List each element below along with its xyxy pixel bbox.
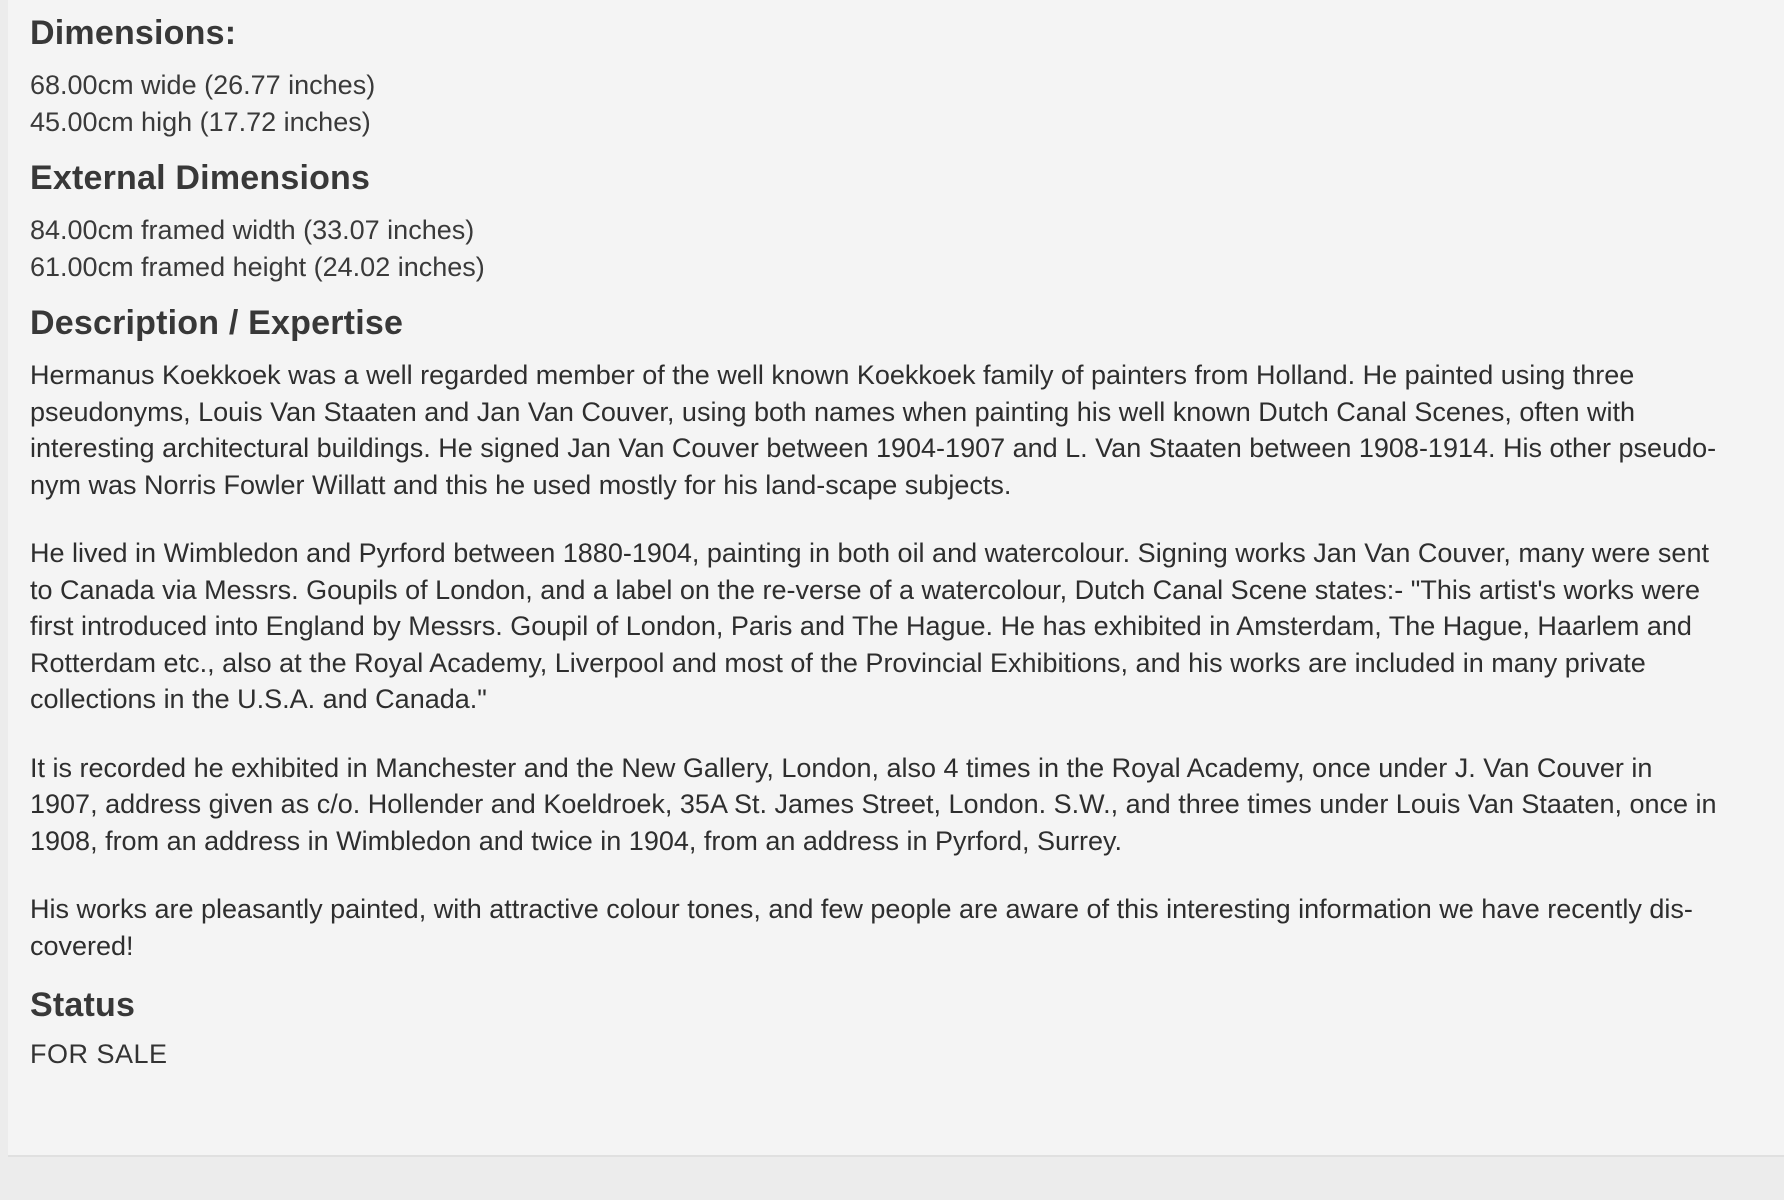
- description-paragraph: It is recorded he exhibited in Manchester and the New Gallery, London, also 4 times in the Royal Academy, once under J. Van Couver in 1907, address given as c/o. Hollender and Koeldroek, 35A St. James Street, London. S.W., and three times under Louis Van Staaten, once in 1908, from an address in Wimbledon and twice in 1904, from an address in Pyrford, Surrey.: [30, 752, 1717, 856]
- description-paragraph: His works are pleasantly painted, with attractive colour tones, and few people are aware of this interesting information we have recently dis-covered!: [30, 894, 1693, 961]
- document-sheet: [8, 0, 1784, 1157]
- external-dimensions-width: 84.00cm framed width (33.07 inches): [30, 215, 475, 245]
- dimensions-heading: Dimensions:: [30, 14, 237, 52]
- status-heading: Status: [30, 986, 136, 1024]
- dimensions-height: 45.00cm high (17.72 inches): [30, 107, 371, 137]
- status-section: [30, 986, 1730, 1070]
- description-heading: Description / Expertise: [30, 304, 404, 342]
- dimensions-width: 68.00cm wide (26.77 inches): [30, 70, 376, 100]
- external-dimensions-heading: External Dimensions: [30, 159, 371, 197]
- status-value: FOR SALE: [30, 1039, 168, 1069]
- listing-details: [30, 14, 1730, 1088]
- description-section: [30, 304, 1730, 964]
- description-paragraph: Hermanus Koekkoek was a well regarded member of the well known Koekkoek family of painters from Holland. He painted using three pseudonyms, Louis Van Staaten and Jan Van Couver, using both names when painting his well known Dutch Canal Scenes, often with interesting architectural buildings. He signed Jan Van Couver between 1904-1907 and L. Van Staaten between 1908-1914. His other pseudo-nym was Norris Fowler Willatt and this he used mostly for his land-scape subjects.: [30, 360, 1717, 500]
- dimensions-lines: [30, 67, 1730, 141]
- dimensions-section: [30, 14, 1730, 141]
- external-dimensions-section: [30, 159, 1730, 286]
- description-paragraph: He lived in Wimbledon and Pyrford between 1880-1904, painting in both oil and watercolour. Signing works Jan Van Couver, many were sent to Canada via Messrs. Goupils of London, and a label on the re-verse of a watercolour, Dutch Canal Scene states:- "This artist's works were first introduced into England by Messrs. Goupil of London, Paris and The Hague. He has exhibited in Amsterdam, The Hague, Haarlem and Rotterdam etc., also at the Royal Academy, Liverpool and most of the Provincial Exhibitions, and his works are included in many private collections in the U.S.A. and Canada.": [30, 538, 1709, 714]
- external-dimensions-lines: [30, 212, 1730, 286]
- external-dimensions-height: 61.00cm framed height (24.02 inches): [30, 252, 485, 282]
